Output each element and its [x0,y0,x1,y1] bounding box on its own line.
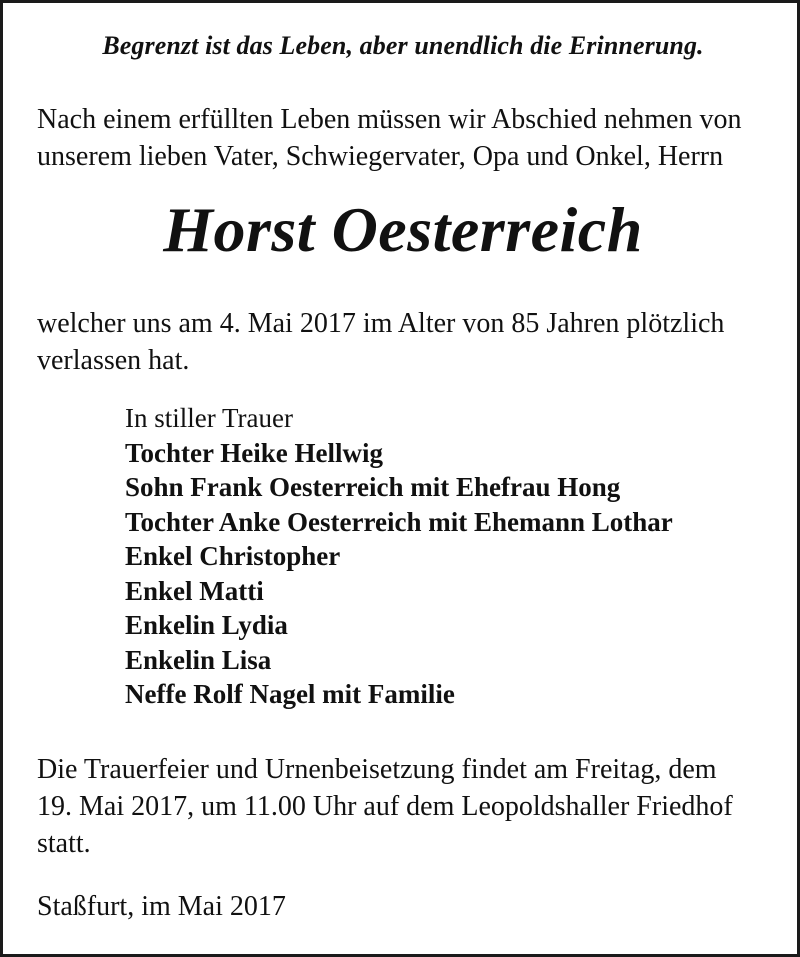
service-line: statt. [37,828,91,859]
mourner-item: Enkelin Lisa [125,644,272,675]
intro-line: Nach einem erfüllten Leben müssen wir Abschied nehmen von [37,104,742,135]
mourning-heading: In stiller Trauer [125,403,293,433]
mourners-list [125,401,673,712]
mourner-item: Tochter Anke Oesterreich mit Ehemann Lothar [125,506,673,537]
motto: Begrenzt ist das Leben, aber unendlich die Erinnerung. [102,31,704,60]
mourner-item: Neffe Rolf Nagel mit Familie [125,679,455,709]
service-line: Die Trauerfeier und Urnenbeisetzung findet am Freitag, dem [37,754,717,785]
mourner-item: Tochter Heike Hellwig [125,437,383,468]
death-line: welcher uns am 4. Mai 2017 im Alter von 85 Jahren plötzlich [37,308,725,339]
mourner-item: Enkel Christopher [125,541,341,571]
service-paragraph [37,751,777,862]
mourner-item: Sohn Frank Oesterreich mit Ehefrau Hong [125,472,621,502]
death-paragraph [37,305,777,379]
mourner-item: Enkel Matti [125,575,264,606]
death-line: verlassen hat. [37,345,190,376]
service-line: 19. Mai 2017, um 11.00 Uhr auf dem Leopoldshaller Friedhof [37,791,733,822]
deceased-name: Horst Oesterreich [163,194,643,265]
intro-paragraph [37,101,777,175]
mourner-item: Enkelin Lydia [125,610,288,640]
place-date: Staßfurt, im Mai 2017 [37,891,286,922]
intro-line: unserem lieben Vater, Schwiegervater, Opa und Onkel, Herrn [37,141,724,172]
